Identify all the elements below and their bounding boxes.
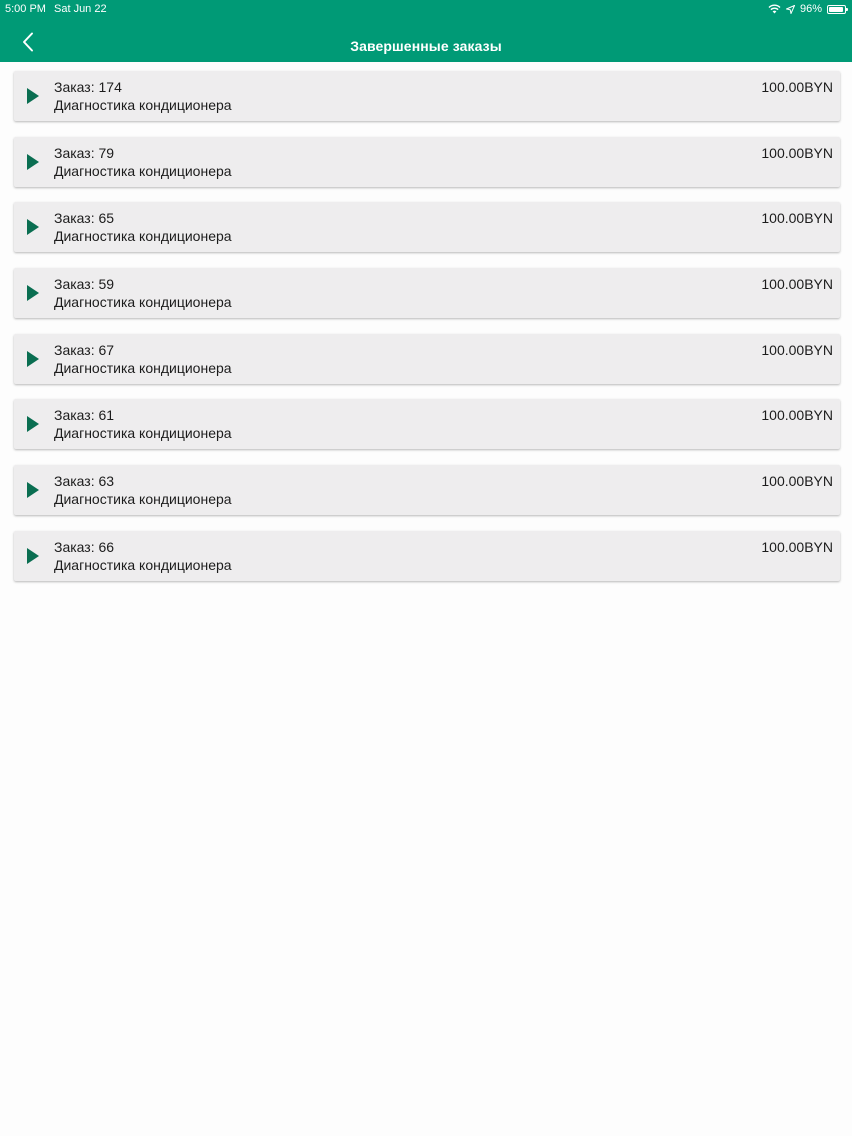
order-service: Диагностика кондиционера [54, 556, 232, 573]
order-service: Диагностика кондиционера [54, 491, 232, 508]
order-card[interactable] [14, 531, 840, 581]
order-price: 100.00BYN [761, 144, 833, 161]
order-number: Заказ: 59 [54, 276, 115, 293]
status-date: Sat Jun 22 [54, 3, 107, 15]
order-service: Диагностика кондиционера [54, 294, 232, 311]
order-price: 100.00BYN [761, 473, 833, 490]
order-number: Заказ: 174 [54, 79, 122, 95]
app-header [0, 0, 852, 62]
battery-percent: 96% [799, 3, 822, 15]
orders-list [14, 71, 840, 597]
order-price: 100.00BYN [761, 407, 833, 424]
play-icon [26, 87, 40, 105]
order-price: 100.00BYN [761, 79, 833, 95]
order-number: Заказ: 63 [54, 473, 115, 490]
play-icon [26, 284, 40, 302]
order-number: Заказ: 67 [54, 341, 115, 358]
order-card[interactable] [14, 71, 840, 121]
order-card[interactable] [14, 465, 840, 515]
play-icon [26, 481, 40, 499]
order-service: Диагностика кондиционера [54, 162, 232, 179]
order-card[interactable] [14, 202, 840, 252]
play-icon [26, 415, 40, 433]
order-number: Заказ: 79 [54, 144, 115, 161]
status-time: 5:00 PM [5, 3, 46, 15]
order-card[interactable] [14, 334, 840, 384]
order-price: 100.00BYN [761, 276, 833, 293]
order-card[interactable] [14, 399, 840, 449]
order-card[interactable] [14, 137, 840, 187]
order-number: Заказ: 66 [54, 538, 115, 555]
order-service: Диагностика кондиционера [54, 228, 232, 245]
order-service: Диагностика кондиционера [54, 97, 232, 113]
wifi-icon [768, 4, 781, 14]
play-icon [26, 547, 40, 565]
status-bar [0, 0, 852, 18]
order-number: Заказ: 61 [54, 407, 115, 424]
play-icon [26, 153, 40, 171]
order-price: 100.00BYN [761, 210, 833, 227]
order-number: Заказ: 65 [54, 210, 115, 227]
play-icon [26, 218, 40, 236]
play-icon [26, 350, 40, 368]
status-right [768, 0, 846, 18]
order-price: 100.00BYN [761, 538, 833, 555]
order-price: 100.00BYN [761, 341, 833, 358]
navigation-bar [0, 22, 852, 62]
location-arrow-icon [786, 5, 795, 14]
page-title: Завершенные заказы [350, 38, 502, 54]
order-service: Диагностика кондиционера [54, 425, 232, 442]
order-card[interactable] [14, 268, 840, 318]
battery-icon [827, 5, 846, 14]
order-service: Диагностика кондиционера [54, 359, 232, 376]
